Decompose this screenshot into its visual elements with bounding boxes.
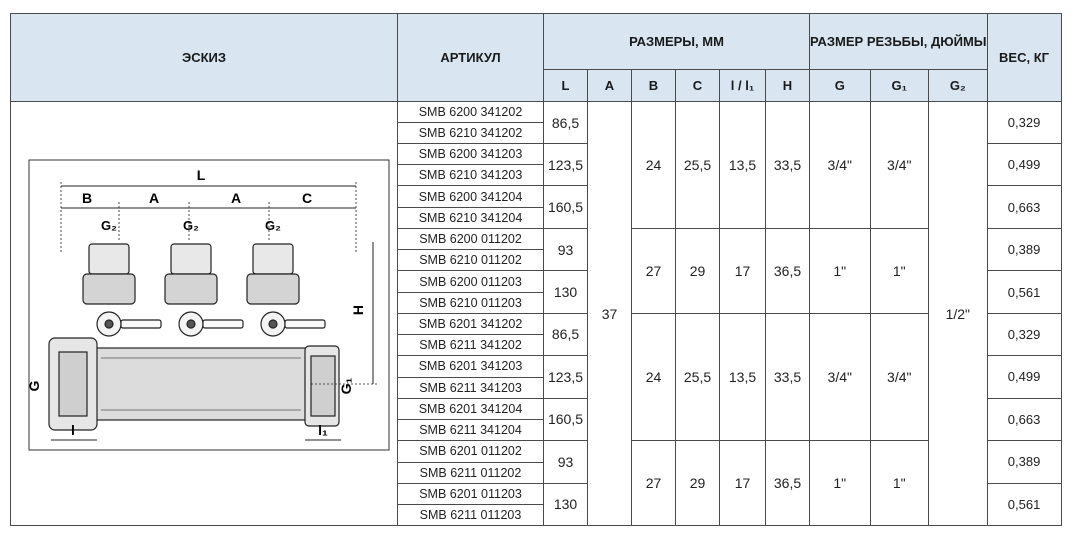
cell-G: 3/4" xyxy=(810,102,871,229)
outlet-right xyxy=(247,244,325,336)
cell-G1: 1" xyxy=(870,228,929,313)
cell-B: 24 xyxy=(632,313,676,440)
label-G1: G₁ xyxy=(338,377,354,395)
cell-weight: 0,389 xyxy=(987,228,1061,270)
label-B: B xyxy=(81,190,93,206)
cell-l: 17 xyxy=(720,228,766,313)
cell-L: 86,5 xyxy=(544,102,588,144)
label-l1: l₁ xyxy=(318,422,328,438)
article-cell: SMB 6201 011202 xyxy=(398,441,544,462)
cell-C: 25,5 xyxy=(676,102,720,229)
cell-L: 123,5 xyxy=(544,144,588,186)
cell-C: 29 xyxy=(676,228,720,313)
article-cell: SMB 6210 011202 xyxy=(398,250,544,271)
header-article: АРТИКУЛ xyxy=(398,14,544,102)
cell-L: 93 xyxy=(544,441,588,483)
manifold-drawing xyxy=(11,102,397,520)
outlet-left xyxy=(83,244,161,336)
subheader-L: L xyxy=(544,70,588,102)
manifold-body xyxy=(49,338,339,430)
article-cell: SMB 6201 341202 xyxy=(398,313,544,334)
cell-H: 36,5 xyxy=(766,228,810,313)
cell-weight: 0,561 xyxy=(987,483,1061,526)
header-weight: ВЕС, КГ xyxy=(987,14,1061,102)
cell-G1: 1" xyxy=(870,441,929,526)
label-A-second: A xyxy=(230,190,242,206)
label-C: C xyxy=(301,190,313,206)
cell-L: 93 xyxy=(544,228,588,270)
article-cell: SMB 6200 341204 xyxy=(398,186,544,207)
cell-C: 29 xyxy=(676,441,720,526)
header-sketch: ЭСКИЗ xyxy=(11,14,398,102)
subheader-l: l / l₁ xyxy=(720,70,766,102)
article-cell: SMB 6211 341204 xyxy=(398,420,544,441)
label-l: l xyxy=(71,422,75,438)
cell-weight: 0,499 xyxy=(987,144,1061,186)
cell-l: 13,5 xyxy=(720,313,766,440)
article-cell: SMB 6210 341204 xyxy=(398,207,544,228)
cell-B: 27 xyxy=(632,228,676,313)
article-cell: SMB 6211 341202 xyxy=(398,335,544,356)
cell-L: 160,5 xyxy=(544,186,588,228)
article-cell: SMB 6201 011203 xyxy=(398,483,544,505)
cell-G: 3/4" xyxy=(810,313,871,440)
cell-A: 37 xyxy=(588,102,632,526)
cell-C: 25,5 xyxy=(676,313,720,440)
header-thread-size: РАЗМЕР РЕЗЬБЫ, ДЮЙМЫ xyxy=(810,14,988,70)
cell-L: 160,5 xyxy=(544,398,588,440)
article-cell: SMB 6211 341203 xyxy=(398,377,544,398)
article-cell: SMB 6210 011203 xyxy=(398,292,544,313)
article-cell: SMB 6211 011202 xyxy=(398,462,544,483)
cell-L: 86,5 xyxy=(544,313,588,355)
cell-weight: 0,389 xyxy=(987,441,1061,483)
subheader-G2: G₂ xyxy=(929,70,988,102)
cell-G2: 1/2" xyxy=(929,102,988,526)
subheader-B: B xyxy=(632,70,676,102)
label-G2-third: G₂ xyxy=(265,218,281,233)
subheader-G1: G₁ xyxy=(870,70,929,102)
subheader-H: H xyxy=(766,70,810,102)
cell-weight: 0,329 xyxy=(987,102,1061,144)
cell-weight: 0,663 xyxy=(987,186,1061,228)
subheader-C: C xyxy=(676,70,720,102)
article-cell: SMB 6200 341203 xyxy=(398,144,544,165)
cell-L: 130 xyxy=(544,271,588,313)
cell-G: 1" xyxy=(810,441,871,526)
article-cell: SMB 6200 341202 xyxy=(398,102,544,123)
article-cell: SMB 6211 011203 xyxy=(398,505,544,526)
article-cell: SMB 6200 011202 xyxy=(398,228,544,249)
label-G2-second: G₂ xyxy=(183,218,199,233)
label-G2-first: G₂ xyxy=(101,218,117,233)
label-G: G xyxy=(26,380,42,392)
spec-table xyxy=(10,13,1062,526)
label-A-first: A xyxy=(148,190,160,206)
label-L: L xyxy=(196,167,206,183)
header-dimensions: РАЗМЕРЫ, ММ xyxy=(544,14,810,70)
subheader-G: G xyxy=(810,70,871,102)
cell-weight: 0,329 xyxy=(987,313,1061,355)
cell-weight: 0,663 xyxy=(987,398,1061,440)
cell-H: 33,5 xyxy=(766,102,810,229)
label-H: H xyxy=(350,304,366,316)
cell-L: 123,5 xyxy=(544,356,588,398)
cell-L: 130 xyxy=(544,483,588,526)
cell-G1: 3/4" xyxy=(870,102,929,229)
cell-weight: 0,561 xyxy=(987,271,1061,313)
cell-l: 13,5 xyxy=(720,102,766,229)
cell-G1: 3/4" xyxy=(870,313,929,440)
article-cell: SMB 6210 341203 xyxy=(398,165,544,186)
subheader-A: A xyxy=(588,70,632,102)
cell-weight: 0,499 xyxy=(987,356,1061,398)
manifold-sketch-cell xyxy=(11,102,398,526)
article-cell: SMB 6201 341204 xyxy=(398,398,544,419)
cell-H: 33,5 xyxy=(766,313,810,440)
cell-B: 27 xyxy=(632,441,676,526)
cell-l: 17 xyxy=(720,441,766,526)
cell-G: 1" xyxy=(810,228,871,313)
cell-B: 24 xyxy=(632,102,676,229)
article-cell: SMB 6201 341203 xyxy=(398,356,544,377)
article-cell: SMB 6200 011203 xyxy=(398,271,544,292)
outlet-middle xyxy=(165,244,243,336)
article-cell: SMB 6210 341202 xyxy=(398,123,544,144)
cell-H: 36,5 xyxy=(766,441,810,526)
